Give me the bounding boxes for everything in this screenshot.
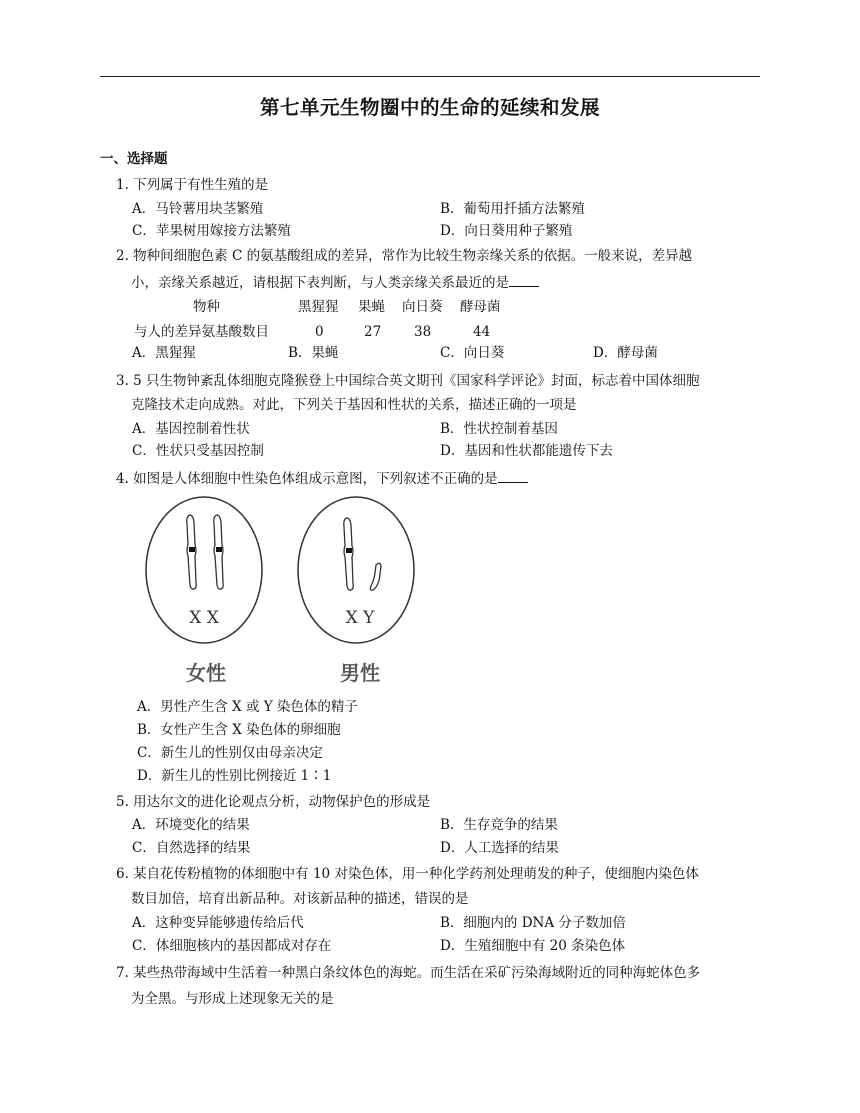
q6-option-c: C．体细胞核内的基因都成对存在 — [132, 938, 332, 954]
q4-option-d: D．新生儿的性别比例接近 1∶1 — [137, 768, 332, 784]
sex-chromosome-figure — [140, 490, 420, 690]
q4-option-b: B．女性产生含 X 染色体的卵细胞 — [137, 722, 341, 738]
table-value-fruitfly: 27 — [364, 324, 382, 340]
q4-option-c: C．新生儿的性别仅由母亲决定 — [137, 745, 323, 761]
question-1-stem: 1. 下列属于有性生殖的是 — [116, 177, 269, 193]
q3-option-d: D．基因和性状都能遗传下去 — [440, 443, 613, 459]
page-title: 第七单元生物圈中的生命的延续和发展 — [259, 96, 600, 119]
section-heading: 一、选择题 — [100, 151, 168, 167]
question-5-stem: 5. 用达尔文的进化论观点分析，动物保护色的形成是 — [116, 794, 431, 810]
q1-option-b: B．葡萄用扦插方法繁殖 — [440, 201, 585, 217]
q6-option-a: A．这种变异能够遗传给后代 — [132, 915, 304, 931]
female-x-chromosome-1 — [187, 515, 196, 589]
answer-blank — [509, 272, 539, 287]
female-x1-centromere — [189, 547, 195, 552]
female-x2-centromere — [216, 547, 222, 552]
q2-option-b: B．果蝇 — [288, 345, 339, 361]
question-3-stem-line1: 3. 5 只生物钟紊乱体细胞克隆猴登上中国综合英文期刊《国家科学评论》封面，标志着中国体细胞 — [116, 373, 700, 389]
q1-option-a: A．马铃薯用块茎繁殖 — [132, 201, 264, 217]
question-7-stem-line1: 7. 某些热带海域中生活着一种黑白条纹体色的海蛇。而生活在采矿污染海域附近的同种海蛇体色多 — [116, 965, 701, 981]
q3-option-a: A．基因控制着性状 — [132, 421, 250, 437]
q6-option-b: B．细胞内的 DNA 分子数加倍 — [440, 915, 626, 931]
header-rule — [100, 76, 760, 77]
q2-option-a: A．黑猩猩 — [132, 345, 196, 361]
q5-option-c: C．自然选择的结果 — [132, 840, 251, 856]
table-row-label: 与人的差异氨基酸数目 — [134, 324, 269, 340]
male-chromosome-text: X Y — [345, 608, 375, 628]
male-y-chromosome — [370, 563, 381, 590]
question-2-stem-line1: 2. 物种间细胞色素 C 的氨基酸组成的差异，常作为比较生物亲缘关系的依据。一般来说，差异越 — [116, 248, 693, 264]
female-x-chromosome-2 — [214, 515, 223, 589]
q3-option-b: B．性状控制着基因 — [440, 421, 558, 437]
female-label: 女性 — [186, 661, 226, 685]
q1-option-c: C．苹果树用嫁接方法繁殖 — [132, 223, 291, 239]
table-header-species: 物种 — [193, 299, 220, 315]
table-value-sunflower: 38 — [414, 324, 432, 340]
q5-option-b: B．生存竞争的结果 — [440, 817, 558, 833]
question-2-stem-text: 小，亲缘关系越近，请根据下表判断，与人类亲缘关系最近的是 — [131, 275, 509, 291]
q5-option-d: D．人工选择的结果 — [440, 840, 559, 856]
question-7-stem-line2: 为全黑。与形成上述现象无关的是 — [131, 991, 334, 1007]
table-header-yeast: 酵母菌 — [460, 299, 501, 315]
table-header-fruitfly: 果蝇 — [358, 299, 385, 315]
q6-option-d: D．生殖细胞中有 20 条染色体 — [440, 938, 626, 954]
question-6-stem-line1: 6. 某自花传粉植物的体细胞中有 10 对染色体，用一种化学药剂处理萌发的种子，使细胞内染色体 — [116, 866, 699, 882]
q2-option-c: C．向日葵 — [440, 345, 505, 361]
q2-option-d: D．酵母菌 — [593, 345, 658, 361]
chromosome-diagram — [140, 490, 420, 690]
table-value-chimpanzee: 0 — [315, 324, 324, 340]
question-4-stem-text: 4. 如图是人体细胞中性染色体组成示意图，下列叙述不正确的是 — [116, 471, 498, 487]
male-x-chromosome — [344, 518, 353, 590]
q3-option-c: C．性状只受基因控制 — [132, 443, 264, 459]
question-3-stem-line2: 克隆技术走向成熟。对此，下列关于基因和性状的关系，描述正确的一项是 — [131, 397, 577, 413]
q5-option-a: A．环境变化的结果 — [132, 817, 250, 833]
table-value-yeast: 44 — [473, 324, 491, 340]
male-x-centromere — [346, 548, 352, 553]
male-label: 男性 — [340, 661, 380, 685]
table-header-chimpanzee: 黑猩猩 — [298, 299, 339, 315]
q4-option-a: A．男性产生含 X 或 Y 染色体的精子 — [137, 699, 358, 715]
question-2-stem-line2 — [131, 272, 539, 293]
question-4-stem — [116, 468, 528, 489]
q1-option-d: D．向日葵用种子繁殖 — [440, 223, 573, 239]
question-6-stem-line2: 数目加倍，培育出新品种。对该新品种的描述，错误的是 — [131, 891, 469, 907]
female-chromosome-text: X X — [189, 608, 219, 628]
answer-blank — [498, 468, 528, 483]
table-header-sunflower: 向日葵 — [402, 299, 443, 315]
